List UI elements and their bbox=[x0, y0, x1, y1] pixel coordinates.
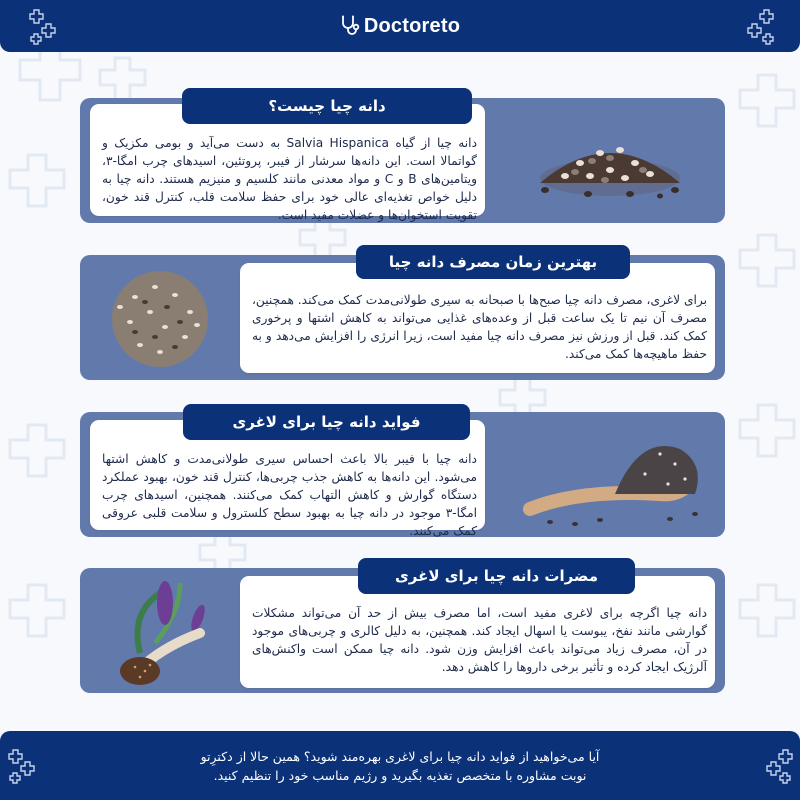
chia-seed-circle-illustration bbox=[105, 267, 215, 372]
cta-text bbox=[120, 747, 680, 785]
section-title: فواید دانه چیا برای لاغری bbox=[183, 404, 470, 440]
brand-name: Doctoreto bbox=[363, 14, 461, 37]
brand-logo[interactable] bbox=[340, 15, 460, 38]
medical-cross-icon bbox=[5, 746, 35, 786]
medical-cross-icon bbox=[765, 746, 795, 786]
chia-plant-spoon-illustration bbox=[110, 573, 220, 688]
section-title: مضرات دانه چیا برای لاغری bbox=[358, 558, 635, 594]
section-body: دانه چیا با فیبر بالا باعث احساس سیری طولانی‌مدت و کاهش اشتها می‌شود. این دانه‌ها به کاهش جذب چربی‌ها، کنترل قند خون، بهبود عملکرد دستگاه گوارش و کاهش التهاب کمک می‌کنند. همچنین، اسیدهای چرب امگا-۳ موجود در دانه چیا به بهبود سطح کلسترول و سلامت قلبی عروقی کمک می‌کنند. bbox=[102, 452, 477, 538]
chia-seed-pile-illustration bbox=[510, 128, 710, 208]
cta-line-1: آیا می‌خواهید از فواید دانه چیا برای لاغری بهره‌مند شوید؟ همین حالا از دکترِتو bbox=[200, 748, 600, 764]
section-title: بهترین زمان مصرف دانه چیا bbox=[356, 245, 630, 279]
header-bar bbox=[0, 0, 800, 52]
medical-cross-icon bbox=[26, 6, 56, 46]
chia-spoon-illustration bbox=[520, 424, 715, 529]
section-body: دانه چیا اگرچه برای لاغری مفید است، اما مصرف بیش از حد آن می‌تواند مشکلات گوارشی مانند نفخ، یبوست یا اسهال ایجاد کند. همچنین، به دلیل کالری و چربی‌های موجود در آن، مصرف زیاد می‌تواند باعث افزایش وزن شود. دانه چیا ممکن است واکنش‌های آلرژیک ایجاد کرده و تأثیر برخی داروها را کاهش دهد. bbox=[252, 606, 707, 674]
stethoscope-icon bbox=[340, 15, 360, 37]
medical-cross-icon bbox=[746, 6, 780, 46]
section-body: دانه چیا از گیاه Salvia Hispanica به دست می‌آید و بومی مکزیک و گواتمالا است. این دانه‌ها سرشار از فیبر، پروتئین، اسیدهای چرب امگا-۳، ویتامین‌های B و C و مواد معدنی مانند کلسیم و منیزیم هستند. دانه چیا به دلیل خواص تغذیه‌ای عالی خود برای حفظ سلامت قلب، کنترل قند خون، تقویت استخوان‌ها و عضلات مفید است. bbox=[102, 136, 478, 222]
section-body: برای لاغری، مصرف دانه چیا صبح‌ها با صبحانه به سیری طولانی‌مدت کمک می‌کند. همچنین، مصرف آن نیم تا یک ساعت قبل از وعده‌های غذایی می‌تواند به کاهش اشتها و پرخوری کمک کند. قبل از ورزش نیز مصرف دانه چیا مفید است، زیرا انرژی را افزایش می‌دهد و به حفظ ماهیچه‌ها کمک می‌کند. bbox=[252, 293, 707, 361]
section-title: دانه چیا چیست؟ bbox=[182, 88, 472, 124]
cta-footer bbox=[0, 731, 800, 800]
cta-line-2: نوبت مشاوره با متخصص تغذیه بگیرید و رژیم مناسب خود را تنظیم کنید. bbox=[213, 767, 587, 783]
